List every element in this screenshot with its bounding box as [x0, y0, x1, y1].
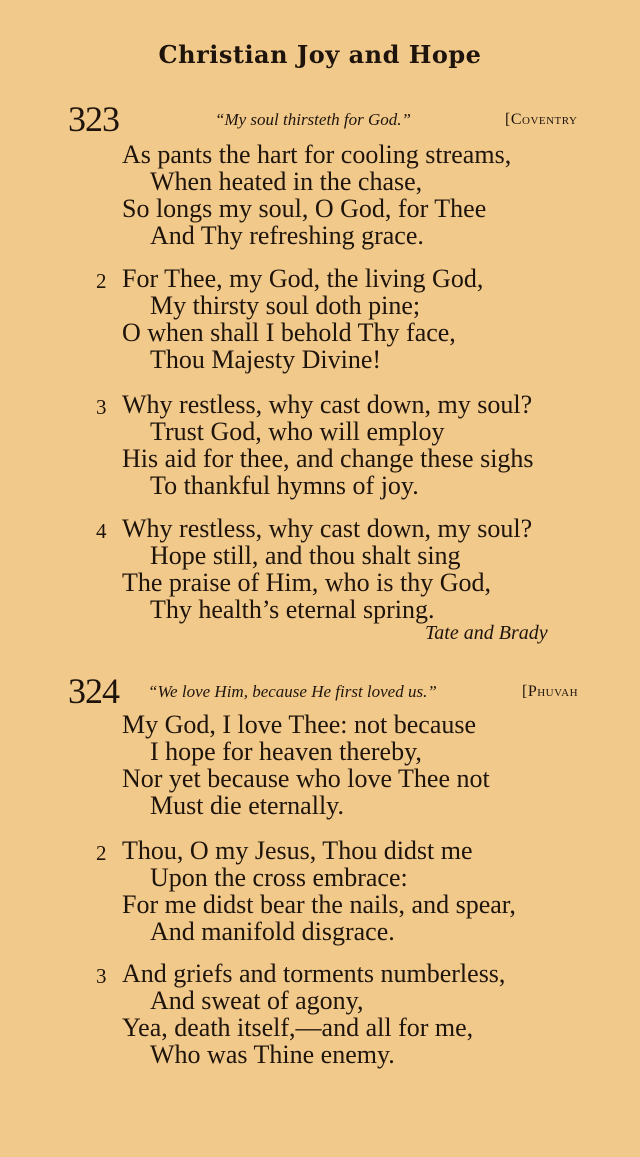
verse-line: Trust God, who will employ	[150, 417, 445, 446]
tune-name: [Coventry	[505, 111, 578, 128]
verse-line: My thirsty soul doth pine;	[150, 291, 421, 320]
verse-number: 4	[96, 519, 107, 543]
tune-name: [Phuvah	[522, 683, 579, 700]
verse-line: My God, I love Thee: not because	[122, 710, 477, 739]
hymn-epigraph: “We love Him, because He first loved us.”	[148, 682, 437, 701]
verse-line: Thou Majesty Divine!	[150, 345, 382, 374]
verse-number: 2	[96, 269, 107, 293]
hymn-number: 324	[68, 671, 119, 711]
verse-line: Yea, death itself,—and all for me,	[122, 1013, 474, 1042]
running-head: Christian Joy and Hope	[158, 40, 482, 69]
verse-line: Nor yet because who love Thee not	[122, 764, 490, 793]
verse-line: Why restless, why cast down, my soul?	[122, 514, 533, 543]
verse-line: And Thy refreshing grace.	[150, 221, 424, 250]
verse-number: 3	[96, 964, 107, 988]
verse-line: And griefs and torments numberless,	[122, 959, 506, 988]
verse-line: Must die eternally.	[150, 791, 344, 820]
verse-line: As pants the hart for cooling streams,	[122, 140, 512, 169]
verse-number: 3	[96, 395, 107, 419]
verse-line: Why restless, why cast down, my soul?	[122, 390, 533, 419]
verse-number: 2	[96, 841, 107, 865]
verse-line: And sweat of agony,	[150, 986, 364, 1015]
verse-line: His aid for thee, and change these sighs	[122, 444, 534, 473]
verse-line: For me didst bear the nails, and spear,	[122, 890, 516, 919]
verse-line: Who was Thine enemy.	[150, 1040, 395, 1069]
hymn-attribution: Tate and Brady	[425, 622, 548, 644]
verse-line: Thou, O my Jesus, Thou didst me	[122, 836, 473, 865]
hymn-epigraph: “My soul thirsteth for God.”	[215, 110, 411, 129]
verse-line: O when shall I behold Thy face,	[122, 318, 456, 347]
verse-line: Upon the cross embrace:	[150, 863, 408, 892]
verse-line: To thankful hymns of joy.	[150, 471, 419, 500]
verse-line: And manifold disgrace.	[150, 917, 395, 946]
verse-line: When heated in the chase,	[150, 167, 423, 196]
verse-line: So longs my soul, O God, for Thee	[122, 194, 487, 223]
verse-line: For Thee, my God, the living God,	[122, 264, 484, 293]
verse-line: Thy health’s eternal spring.	[150, 595, 435, 624]
hymn-number: 323	[68, 99, 119, 139]
verse-line: The praise of Him, who is thy God,	[122, 568, 492, 597]
verse-line: Hope still, and thou shalt sing	[150, 541, 461, 570]
verse-line: I hope for heaven thereby,	[150, 737, 422, 766]
